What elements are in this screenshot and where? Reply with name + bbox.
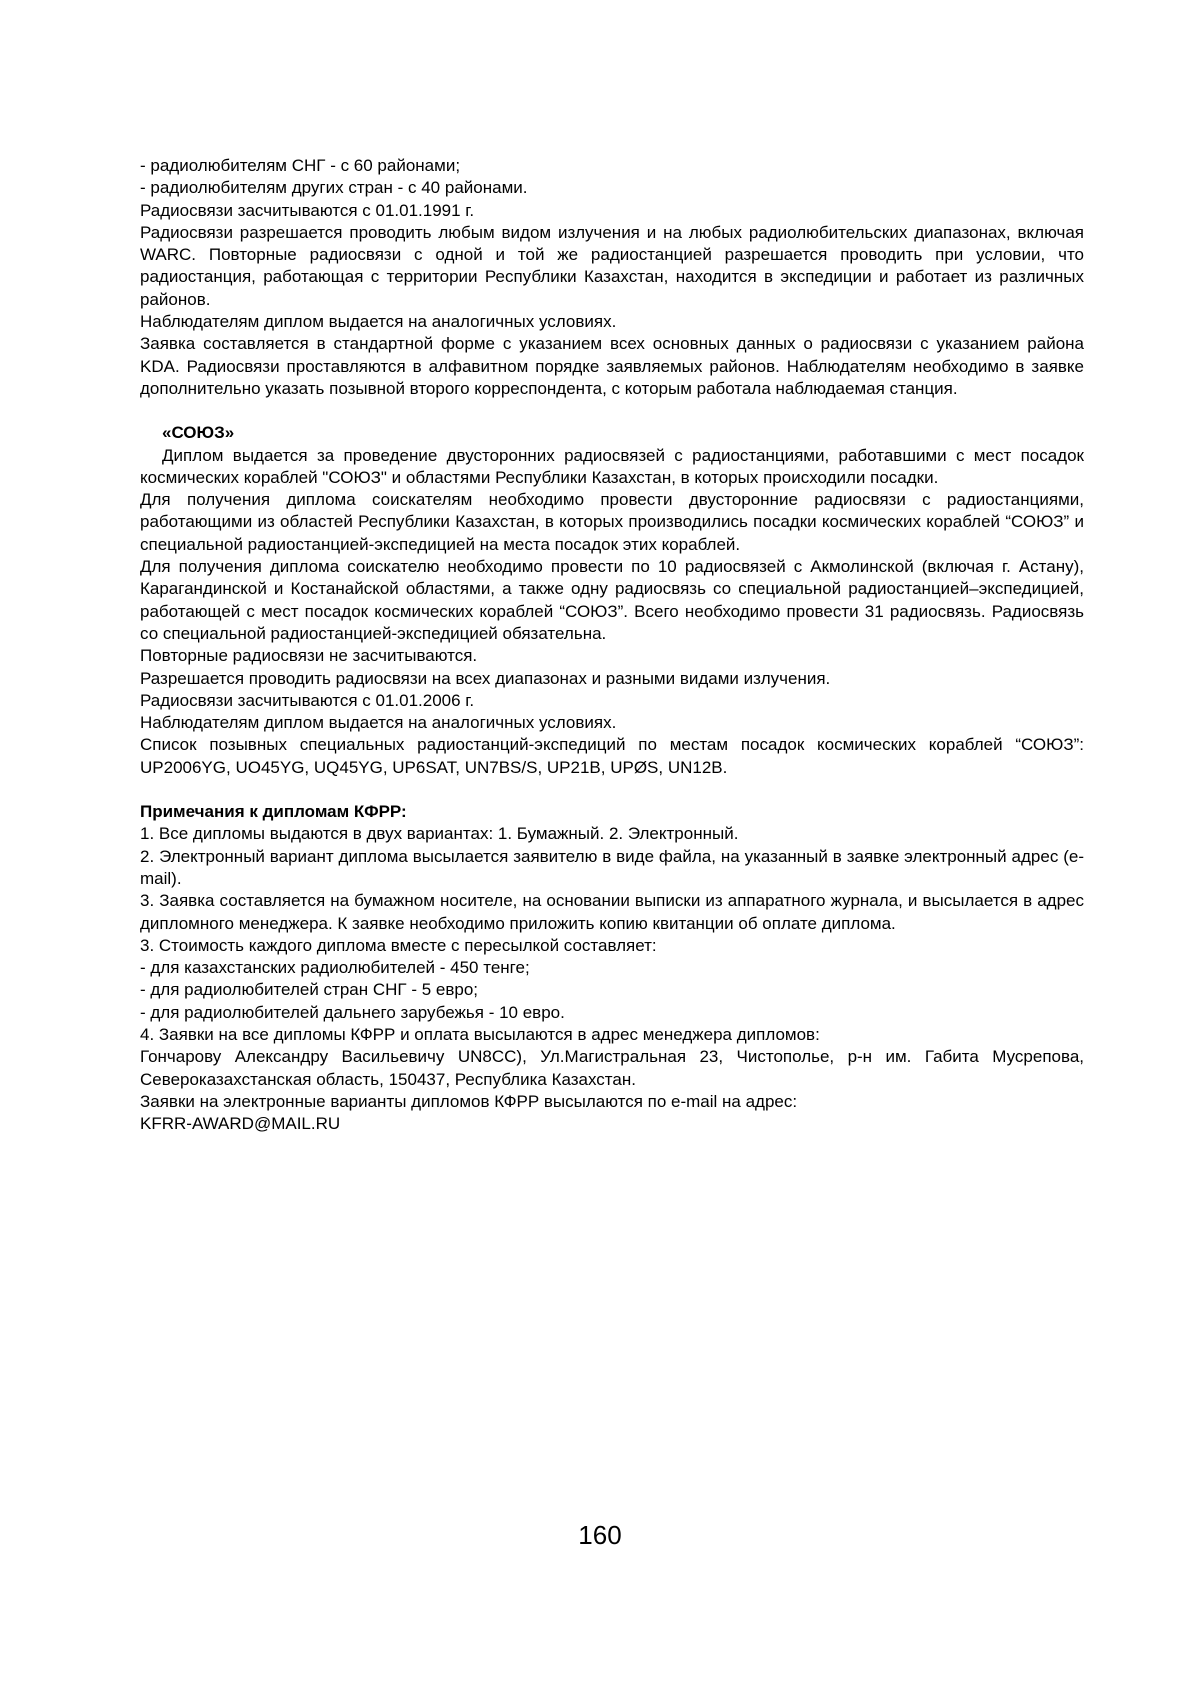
intro-paragraph: Заявка составляется в стандартной форме с указанием всех основных данных о радиосвязи с указанием района KDA. Радиосвязи проставляются в алфавитном порядке заявляемых районов. Наблюдателям необходимо в заявке дополнительно указать позывной второго корреспондента, с которым работала наблюдаемая станция.: [140, 334, 1084, 398]
price-line: - для казахстанских радиолюбителей - 450 тенге;: [140, 958, 530, 978]
intro-line: Радиосвязи засчитываются с 01.01.1991 г.: [140, 200, 475, 220]
soyuz-paragraph: Разрешается проводить радиосвязи на всех диапазонах и разными видами излучения.: [140, 668, 831, 688]
soyuz-paragraph: Диплом выдается за проведение двусторонних радиосвязей с радиостанциями, работавшими с мест посадок космических кораблей "СОЮЗ" и областями Республики Казахстан, в которых происходили посадки.: [140, 445, 1084, 487]
document-body: [140, 155, 1084, 1135]
section-spacer: [140, 400, 1084, 422]
note-item: 3. Стоимость каждого диплома вместе с пересылкой составляет:: [140, 935, 657, 955]
note-item: 2. Электронный вариант диплома высылается заявителю в виде файла, на указанный в заявке электронный адрес (e-mail).: [140, 846, 1084, 888]
section-spacer: [140, 779, 1084, 801]
soyuz-paragraph: Для получения диплома соискателям необходимо провести двусторонние радиосвязи с радиостанциями, работающими из областей Республики Казахстан, в которых производились посадки космических кораблей “СОЮЗ” и специальной радиостанцией-экспедицией на места посадок этих кораблей.: [140, 490, 1084, 554]
email-address: KFRR-AWARD@MAIL.RU: [140, 1114, 341, 1134]
intro-paragraph: Радиосвязи разрешается проводить любым видом излучения и на любых радиолюбительских диапазонах, включая WARC. Повторные радиосвязи с одной и той же радиостанцией разрешается проводить при условии, что радиостанция, работающая с территории Республики Казахстан, находится в экспедиции и работает из различных районов.: [140, 222, 1084, 309]
note-item: 3. Заявка составляется на бумажном носителе, на основании выписки из аппаратного журнала, и высылается в адрес дипломного менеджера. К заявке необходимо приложить копию квитанции об оплате диплома.: [140, 891, 1084, 933]
soyuz-paragraph: Наблюдателям диплом выдается на аналогичных условиях.: [140, 713, 617, 733]
notes-title: Примечания к дипломам КФРР:: [140, 802, 407, 822]
intro-paragraph: Наблюдателям диплом выдается на аналогичных условиях.: [140, 312, 617, 332]
notes-section: [140, 801, 1084, 1135]
price-line: - для радиолюбителей дальнего зарубежья - 10 евро.: [140, 1002, 565, 1022]
manager-address: Гончарову Александру Васильевичу UN8CC), Ул.Магистральная 23, Чистополье, р-н им. Габита Мусрепова, Североказахстанская область, 150437, Республика Казахстан.: [140, 1047, 1084, 1089]
soyuz-paragraph: Радиосвязи засчитываются с 01.01.2006 г.: [140, 690, 475, 710]
intro-line: - радиолюбителям других стран - с 40 районами.: [140, 178, 528, 198]
price-line: - для радиолюбителей стран СНГ - 5 евро;: [140, 980, 479, 1000]
page-number: 160: [578, 1520, 622, 1550]
note-item: Заявки на электронные варианты дипломов КФРР высылаются по e-mail на адрес:: [140, 1091, 798, 1111]
soyuz-section: [140, 422, 1084, 779]
note-item: 1. Все дипломы выдаются в двух вариантах: 1. Бумажный. 2. Электронный.: [140, 824, 739, 844]
intro-section: [140, 155, 1084, 400]
soyuz-paragraph: Повторные радиосвязи не засчитываются.: [140, 646, 478, 666]
soyuz-paragraph: Для получения диплома соискателю необходимо провести по 10 радиосвязей с Акмолинской (включая г. Астану), Карагандинской и Костанайской областями, а также одну радиосвязь со специальной радиостанцией–экспедицией, работающей с мест посадок космических кораблей “СОЮЗ”. Всего необходимо провести 31 радиосвязь. Радиосвязь со специальной радиостанцией-экспедицией обязательна.: [140, 557, 1084, 643]
soyuz-title: «СОЮЗ»: [162, 423, 235, 443]
note-item: 4. Заявки на все дипломы КФРР и оплата высылаются в адрес менеджера дипломов:: [140, 1024, 820, 1044]
soyuz-callsigns: Список позывных специальных радиостанций-экспедиций по местам посадок космических кораблей “СОЮЗ”: UP2006YG, UO45YG, UQ45YG, UP6SAT, UN7BS/S, UP21B, UPØS, UN12B.: [140, 735, 1084, 777]
intro-line: - радиолюбителям СНГ - с 60 районами;: [140, 156, 461, 175]
